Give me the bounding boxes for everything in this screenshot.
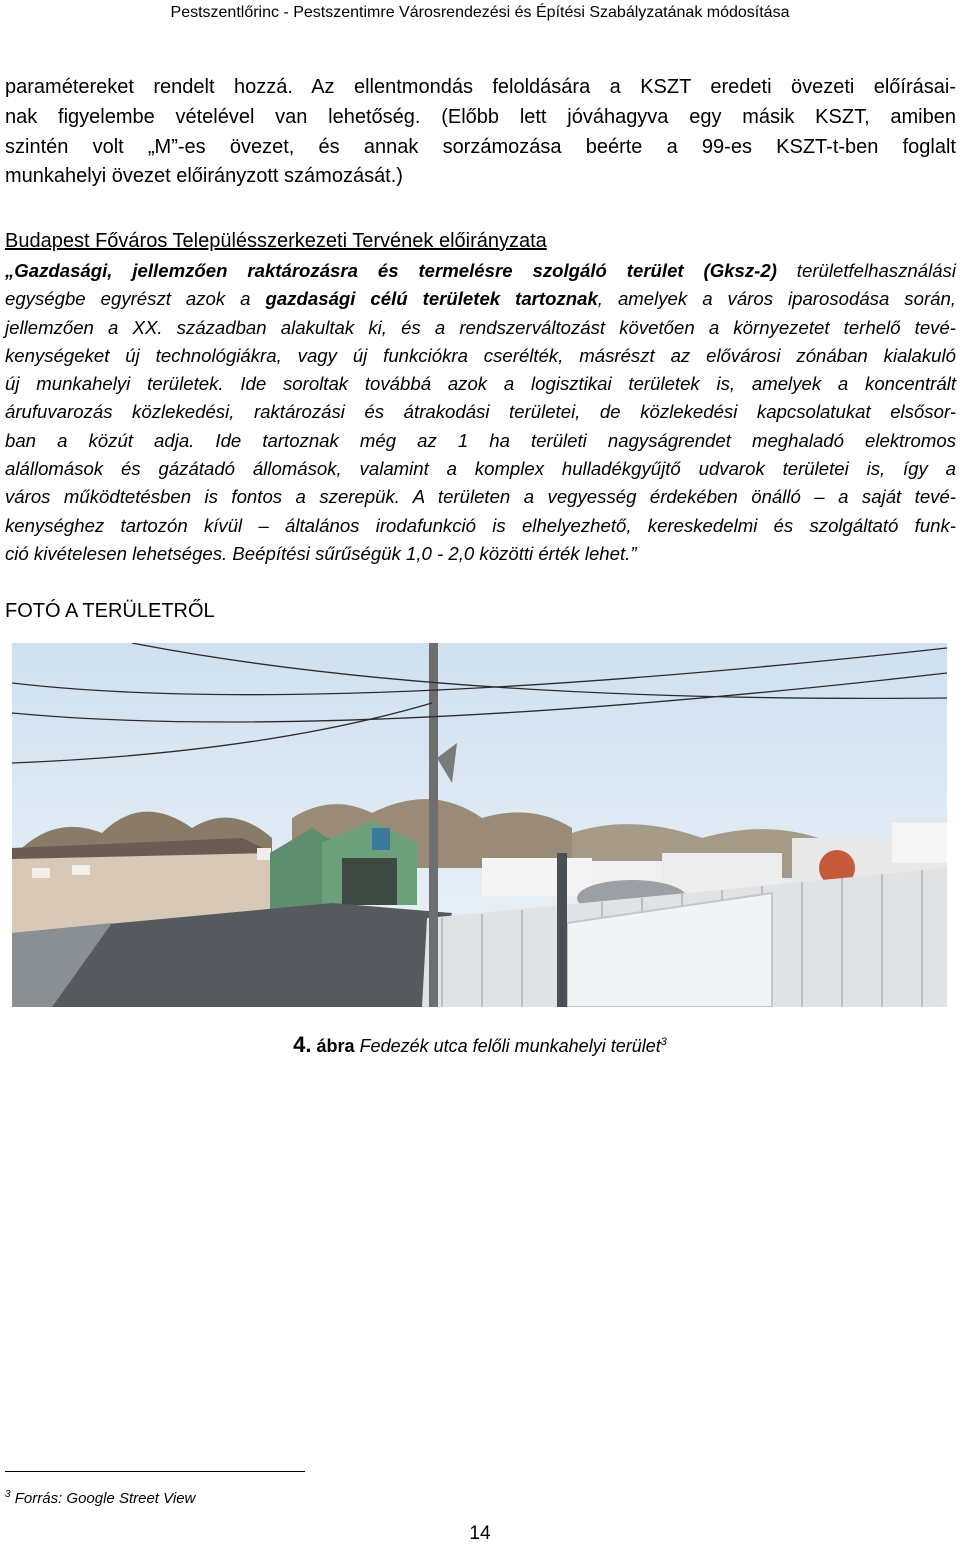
running-header: Pestszentlőrinc - Pestszentimre Városrendezési és Építési Szabályzatának módosítása (170, 4, 790, 21)
intro-line: szintén volt „M”-es övezet, és annak sorzámozása beérte a 99-es KSZT-t-ben foglalt (5, 135, 956, 158)
quote-run: kenységeket új technológiákra, vagy új funkciókra cserélték, másrészt az elővárosi zónában kialakuló (5, 344, 956, 366)
intro-line: paramétereket rendelt hozzá. Az ellentmondás feloldására a KSZT eredeti övezeti előírásai- (5, 76, 956, 98)
quote-line (5, 342, 956, 370)
quote-run: árufuvarozás közlekedési, raktározási és átrakodási területei, de közlekedési kapcsolatukat elsősor- (5, 401, 956, 423)
quote-line (5, 370, 956, 398)
quote-bold-run: gazdasági célú területek tartoznak (265, 288, 598, 310)
quote-line (5, 512, 956, 540)
quote-line (5, 455, 956, 483)
footnote (5, 1484, 195, 1510)
quote-bold-run: „Gazdasági, jellemzően raktározásra és termelésre szolgáló terület (Gksz-2) (5, 260, 777, 281)
page-number: 14 (469, 1523, 491, 1544)
quote-line (5, 540, 956, 568)
quote-line (5, 285, 956, 313)
quote-line (5, 427, 956, 455)
intro-line: nak figyelembe vételével van lehetőség. (Előbb lett jóváhagyva egy másik KSZT, amiben (5, 105, 956, 128)
footnote-reference[interactable]: 3 (660, 1036, 667, 1048)
figure-number: 4. (293, 1032, 312, 1057)
intro-line: munkahelyi övezet előirányzott számozását.) (5, 165, 403, 188)
figure-label: ábra (316, 1036, 355, 1056)
quoted-paragraph (5, 257, 956, 568)
quote-run: új munkahelyi területek. Ide soroltak továbbá azok a logisztikai területek is, amelyek a koncentrált (5, 373, 956, 395)
photo-section-title: FOTÓ A TERÜLETRŐL (5, 600, 215, 622)
quote-run: alállomások és gázátadó állomások, valamint a komplex hulladékgyűjtő udvarok területei is, így a (5, 458, 956, 480)
footnote-text: Forrás: Google Street View (14, 1490, 196, 1507)
quote-line (5, 314, 956, 342)
quote-run: város működtetésben is fontos a szerepük. A területen a vegyesség érdekében önálló – a saját tevé- (5, 486, 956, 508)
quote-run: , amelyek a város iparosodása során, (597, 288, 956, 310)
quote-run: területfelhasználási (776, 260, 956, 281)
street-view-photo-image (12, 643, 947, 1007)
figure-caption-text: Fedezék utca felőli munkahelyi terület (359, 1036, 661, 1056)
figure-caption (0, 1028, 960, 1060)
footnote-separator (5, 1471, 305, 1472)
footnote-number: 3 (5, 1489, 11, 1500)
quote-run: jellemzően a XX. században alakultak ki, és a rendszerváltozást követően a környezetet terhelő tevé- (5, 316, 956, 338)
quote-line (5, 483, 956, 511)
intro-paragraph (5, 73, 956, 192)
quote-run: kenységhez tartozón kívül – általános irodafunkció is elhelyezhető, kereskedelmi és szolgáltató funk- (5, 514, 956, 536)
quote-run: egységbe egyrészt azok a (5, 288, 266, 310)
quote-line (5, 257, 956, 285)
quote-run: ban a közút adja. Ide tartoznak még az 1 ha területi nagyságrendet meghaladó elektromos (5, 429, 956, 451)
quote-line (5, 398, 956, 426)
section-title: Budapest Főváros Településszerkezeti Tervének előirányzata (5, 230, 547, 252)
quote-run: ció kivételesen lehetséges. Beépítési sűrűségük 1,0 - 2,0 közötti érték lehet.” (5, 542, 637, 564)
site-photo (12, 643, 947, 1007)
